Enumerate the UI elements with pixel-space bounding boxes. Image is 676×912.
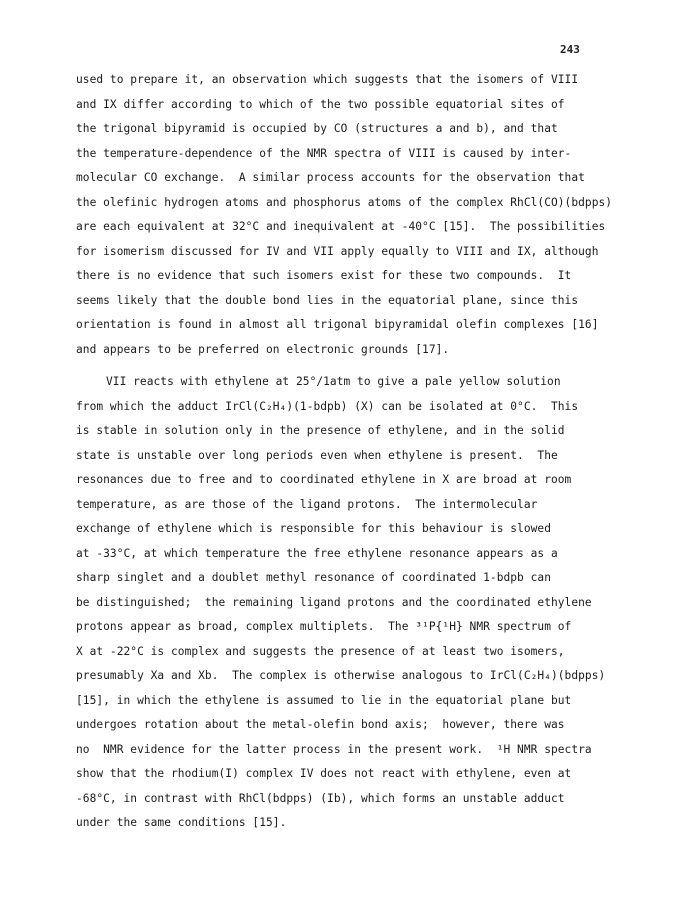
text-line: show that the rhodium(I) complex IV does not react with ethylene, even at xyxy=(76,767,572,780)
text-line: no NMR evidence for the latter process in the present work. ¹H NMR spectra xyxy=(76,742,592,756)
text-line: state is unstable over long periods even when ethylene is present. The xyxy=(76,448,558,462)
page-number: 243 xyxy=(560,43,580,56)
text-line: and appears to be preferred on electronic grounds [17]. xyxy=(76,342,450,356)
text-line: from which the adduct IrCl(C₂H₄)(1-bdpb) (X) can be isolated at 0°C. This xyxy=(76,399,579,413)
text-line: [15], in which the ethylene is assumed to lie in the equatorial plane but xyxy=(76,693,572,707)
text-line: under the same conditions [15]. xyxy=(76,816,287,829)
text-line: for isomerism discussed for IV and VII apply equally to VIII and IX, although xyxy=(76,244,599,258)
text-line: presumably Xa and Xb. The complex is otherwise analogous to IrCl(C₂H₄)(bdpps) xyxy=(76,669,606,682)
text-line: resonances due to free and to coordinated ethylene in X are broad at room xyxy=(76,473,572,486)
text-line: used to prepare it, an observation which suggests that the isomers of VIII xyxy=(76,73,579,86)
text-line: temperature, as are those of the ligand protons. The intermolecular xyxy=(76,497,538,511)
text-line: is stable in solution only in the presence of ethylene, and in the solid xyxy=(76,424,565,437)
paragraph-1 xyxy=(76,68,616,362)
text-line: are each equivalent at 32°C and inequivalent at -40°C [15]. The possibilities xyxy=(76,220,606,233)
text-line: -68°C, in contrast with RhCl(bdpps) (Ib), which forms an unstable adduct xyxy=(76,791,565,805)
text-line: the temperature-dependence of the NMR spectra of VIII is caused by inter- xyxy=(76,146,572,160)
text-line: at -33°C, at which temperature the free ethylene resonance appears as a xyxy=(76,546,558,560)
text-line: undergoes rotation about the metal-olefin bond axis; however, there was xyxy=(76,718,565,731)
text-line: exchange of ethylene which is responsible for this behaviour is slowed xyxy=(76,522,551,535)
paragraph-2 xyxy=(76,370,616,836)
text-line: molecular CO exchange. A similar process accounts for the observation that xyxy=(76,171,585,184)
text-line: protons appear as broad, complex multiplets. The ³¹P{¹H} NMR spectrum of xyxy=(76,620,572,633)
text-line: there is no evidence that such isomers exist for these two compounds. It xyxy=(76,269,572,282)
text-line: orientation is found in almost all trigonal bipyramidal olefin complexes [16] xyxy=(76,318,599,331)
text-line: X at -22°C is complex and suggests the presence of at least two isomers, xyxy=(76,644,565,658)
text-line: and IX differ according to which of the two possible equatorial sites of xyxy=(76,97,565,111)
text-line: be distinguished; the remaining ligand protons and the coordinated ethylene xyxy=(76,595,592,609)
text-line: VII reacts with ethylene at 25°/1atm to give a pale yellow solution xyxy=(106,375,561,388)
text-line: seems likely that the double bond lies in the equatorial plane, since this xyxy=(76,293,579,307)
text-line: the trigonal bipyramid is occupied by CO (structures a and b), and that xyxy=(76,122,558,135)
text-line: sharp singlet and a doublet methyl resonance of coordinated 1-bdpb can xyxy=(76,571,551,584)
text-line: the olefinic hydrogen atoms and phosphorus atoms of the complex RhCl(CO)(bdpps) xyxy=(76,195,613,209)
